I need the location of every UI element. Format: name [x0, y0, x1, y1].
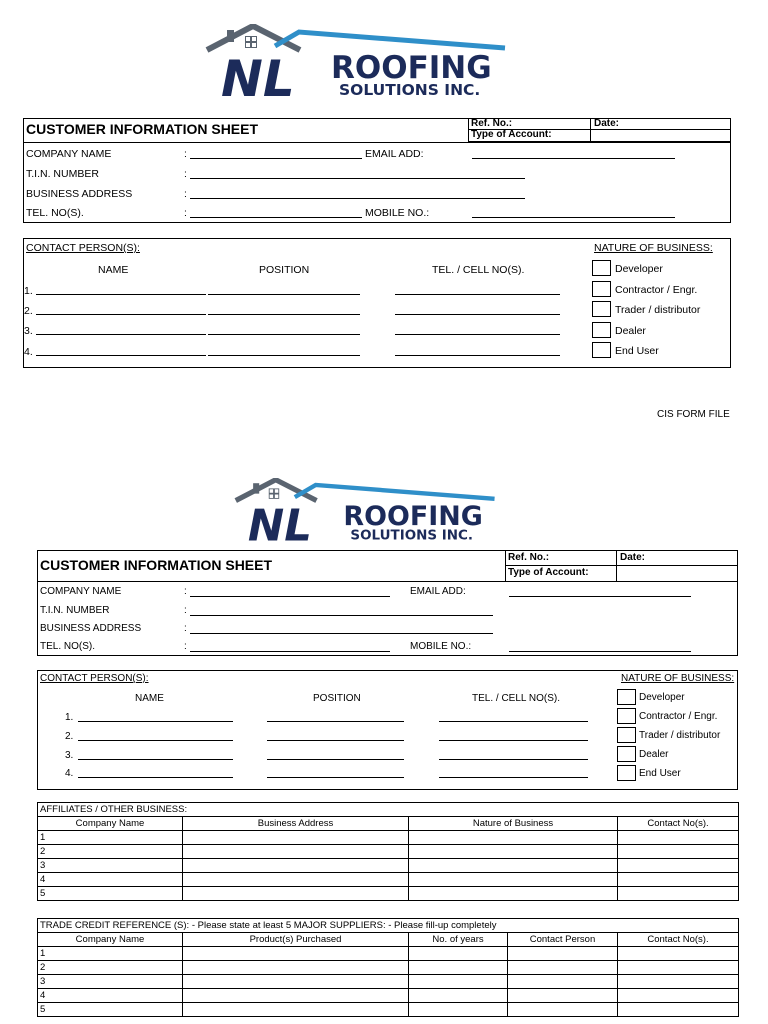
developer-label: Developer — [615, 263, 663, 275]
contact-persons-label: CONTACT PERSON(S): — [26, 242, 140, 254]
trade-header: Company Name — [38, 933, 183, 947]
table-cell[interactable] — [409, 831, 618, 845]
company-logo — [205, 24, 555, 100]
trader-checkbox[interactable] — [592, 301, 611, 317]
contact-position-field[interactable] — [208, 294, 360, 295]
form-title: CUSTOMER INFORMATION SHEET — [26, 121, 259, 137]
affiliates-header: Nature of Business — [409, 817, 618, 831]
affiliates-caption: AFFILIATES / OTHER BUSINESS: — [38, 803, 739, 817]
table-cell[interactable] — [183, 887, 409, 901]
row-index[interactable]: 2 — [38, 961, 183, 975]
trade-header: Contact Person — [508, 933, 618, 947]
colon: : — [184, 188, 187, 200]
end-user-checkbox[interactable] — [592, 342, 611, 358]
table-cell[interactable] — [183, 989, 409, 1003]
affiliates-table — [37, 802, 739, 901]
row-number: 4. — [65, 768, 74, 779]
type-of-account-label: Type of Account: — [508, 567, 589, 578]
contractor-label: Contractor / Engr. — [615, 284, 698, 296]
col-tel: TEL. / CELL NO(S). — [432, 264, 525, 276]
contact-name-field[interactable] — [36, 294, 206, 295]
trade-header: No. of years — [409, 933, 508, 947]
ref-no-label: Ref. No.: — [508, 552, 550, 563]
colon: : — [184, 623, 187, 634]
contact-name-field[interactable] — [78, 759, 233, 760]
logo-nl: NL — [247, 501, 312, 544]
row-index[interactable]: 1 — [38, 947, 183, 961]
row-index[interactable]: 2 — [38, 845, 183, 859]
contact-name-field[interactable] — [78, 777, 233, 778]
row-number: 3. — [65, 750, 74, 761]
row-number: 1. — [24, 285, 33, 297]
table-cell[interactable] — [508, 1003, 618, 1017]
business-address-label: BUSINESS ADDRESS — [40, 623, 142, 634]
table-row — [38, 975, 739, 989]
table-cell[interactable] — [618, 1003, 739, 1017]
table-cell[interactable] — [618, 947, 739, 961]
row-number: 4. — [24, 346, 33, 358]
email-field[interactable] — [509, 596, 691, 597]
contact-tel-field[interactable] — [439, 721, 588, 722]
business-address-label: BUSINESS ADDRESS — [26, 188, 133, 200]
table-cell[interactable] — [409, 859, 618, 873]
contact-persons-label: CONTACT PERSON(S): — [40, 673, 149, 684]
row-number: 1. — [65, 712, 74, 723]
table-cell[interactable] — [618, 961, 739, 975]
contact-position-field[interactable] — [208, 355, 360, 356]
contractor-checkbox[interactable] — [592, 281, 611, 297]
tin-label: T.I.N. NUMBER — [40, 605, 110, 616]
row-number: 2. — [65, 731, 74, 742]
table-cell[interactable] — [508, 961, 618, 975]
dealer-checkbox[interactable] — [617, 746, 636, 762]
form-title: CUSTOMER INFORMATION SHEET — [40, 557, 273, 573]
table-cell[interactable] — [508, 975, 618, 989]
company-name-field[interactable] — [190, 596, 390, 597]
nature-of-business-label: NATURE OF BUSINESS: — [594, 242, 713, 254]
dealer-checkbox[interactable] — [592, 322, 611, 338]
contractor-checkbox[interactable] — [617, 708, 636, 724]
logo-solutions: SOLUTIONS INC. — [350, 528, 474, 544]
table-cell[interactable] — [618, 975, 739, 989]
table-cell[interactable] — [183, 947, 409, 961]
email-label: EMAIL ADD: — [410, 586, 466, 597]
colon: : — [184, 586, 187, 597]
date-label: Date: — [620, 552, 646, 563]
table-cell[interactable] — [183, 1003, 409, 1017]
row-index[interactable]: 5 — [38, 1003, 183, 1017]
table-cell[interactable] — [409, 1003, 508, 1017]
contact-tel-field[interactable] — [439, 777, 588, 778]
contact-name-field[interactable] — [78, 721, 233, 722]
trade-caption: TRADE CREDIT REFERENCE (S): - Please state at least 5 MAJOR SUPPLIERS: - Please fill-up completely — [38, 919, 739, 933]
contact-tel-field[interactable] — [395, 355, 560, 356]
col-tel: TEL. / CELL NO(S). — [472, 693, 560, 704]
logo-nl: NL — [221, 50, 295, 100]
table-cell[interactable] — [409, 887, 618, 901]
developer-checkbox[interactable] — [617, 689, 636, 705]
trader-checkbox[interactable] — [617, 727, 636, 743]
table-row — [38, 1003, 739, 1017]
table-cell[interactable] — [409, 947, 508, 961]
mobile-label: MOBILE NO.: — [365, 207, 430, 219]
mobile-field[interactable] — [509, 651, 691, 652]
end-user-label: End User — [615, 345, 659, 357]
colon: : — [184, 168, 187, 180]
contact-position-field[interactable] — [267, 759, 404, 760]
contact-tel-field[interactable] — [395, 334, 560, 335]
ref-no-label: Ref. No.: — [471, 118, 513, 129]
row-index[interactable]: 3 — [38, 975, 183, 989]
table-row — [38, 947, 739, 961]
contact-tel-field[interactable] — [395, 314, 560, 315]
cis-form-file-label: CIS FORM FILE — [657, 409, 730, 420]
table-cell[interactable] — [508, 989, 618, 1003]
tin-field[interactable] — [190, 178, 525, 179]
contact-tel-field[interactable] — [395, 294, 560, 295]
row-index[interactable]: 3 — [38, 859, 183, 873]
table-cell[interactable] — [183, 975, 409, 989]
tin-field[interactable] — [190, 615, 493, 616]
tel-label: TEL. NO(S). — [26, 207, 84, 219]
row-index[interactable]: 5 — [38, 887, 183, 901]
contact-name-field[interactable] — [36, 314, 206, 315]
table-cell[interactable] — [183, 961, 409, 975]
table-cell[interactable] — [409, 961, 508, 975]
colon: : — [184, 641, 187, 652]
end-user-checkbox[interactable] — [617, 765, 636, 781]
trader-label: Trader / distributor — [639, 730, 721, 741]
trade-credit-table — [37, 918, 739, 1017]
logo-roofing: ROOFING — [331, 50, 492, 86]
table-row — [38, 845, 739, 859]
table-cell[interactable] — [183, 859, 409, 873]
table-row — [38, 887, 739, 901]
ref-grid — [505, 550, 738, 582]
table-row — [38, 961, 739, 975]
col-name: NAME — [135, 693, 164, 704]
mobile-field[interactable] — [472, 217, 675, 218]
table-cell[interactable] — [508, 947, 618, 961]
col-name: NAME — [98, 264, 129, 276]
table-cell[interactable] — [409, 989, 508, 1003]
email-label: EMAIL ADD: — [365, 148, 424, 160]
tel-field[interactable] — [190, 651, 390, 652]
table-cell[interactable] — [183, 831, 409, 845]
table-cell[interactable] — [183, 873, 409, 887]
affiliates-header: Contact No(s). — [618, 817, 739, 831]
tel-label: TEL. NO(S). — [40, 641, 96, 652]
table-row — [38, 859, 739, 873]
contact-position-field[interactable] — [267, 740, 404, 741]
table-row — [38, 989, 739, 1003]
colon: : — [184, 605, 187, 616]
table-cell[interactable] — [183, 845, 409, 859]
email-field[interactable] — [472, 158, 675, 159]
logo-solutions: SOLUTIONS INC. — [339, 81, 481, 99]
row-index[interactable]: 4 — [38, 873, 183, 887]
table-cell[interactable] — [618, 989, 739, 1003]
affiliates-header: Business Address — [183, 817, 409, 831]
contractor-label: Contractor / Engr. — [639, 711, 718, 722]
company-name-field[interactable] — [190, 158, 362, 159]
affiliates-header: Company Name — [38, 817, 183, 831]
developer-checkbox[interactable] — [592, 260, 611, 276]
col-position: POSITION — [313, 693, 361, 704]
contact-position-field[interactable] — [267, 777, 404, 778]
row-number: 2. — [24, 305, 33, 317]
table-cell[interactable] — [618, 887, 739, 901]
table-row — [38, 873, 739, 887]
table-cell[interactable] — [618, 831, 739, 845]
nature-of-business-label: NATURE OF BUSINESS: — [621, 673, 735, 684]
contact-position-field[interactable] — [208, 334, 360, 335]
contact-position-field[interactable] — [208, 314, 360, 315]
contact-tel-field[interactable] — [439, 740, 588, 741]
tin-label: T.I.N. NUMBER — [26, 168, 99, 180]
business-address-field[interactable] — [190, 633, 493, 634]
row-index[interactable]: 4 — [38, 989, 183, 1003]
company-name-label: COMPANY NAME — [40, 586, 122, 597]
table-cell[interactable] — [409, 975, 508, 989]
colon: : — [184, 148, 187, 160]
end-user-label: End User — [639, 768, 681, 779]
table-row — [38, 831, 739, 845]
company-name-label: COMPANY NAME — [26, 148, 112, 160]
contact-position-field[interactable] — [267, 721, 404, 722]
logo-roofing: ROOFING — [343, 500, 483, 532]
row-number: 3. — [24, 325, 33, 337]
trade-header: Product(s) Purchased — [183, 933, 409, 947]
dealer-label: Dealer — [639, 749, 669, 760]
contact-tel-field[interactable] — [439, 759, 588, 760]
table-cell[interactable] — [409, 845, 618, 859]
table-cell[interactable] — [618, 873, 739, 887]
company-logo — [226, 478, 546, 544]
table-cell[interactable] — [618, 859, 739, 873]
business-address-field[interactable] — [190, 198, 525, 199]
colon: : — [184, 207, 187, 219]
trade-header: Contact No(s). — [618, 933, 739, 947]
contact-name-field[interactable] — [36, 355, 206, 356]
tel-field[interactable] — [190, 217, 362, 218]
contact-name-field[interactable] — [78, 740, 233, 741]
trader-label: Trader / distributor — [615, 304, 701, 316]
developer-label: Developer — [639, 692, 685, 703]
dealer-label: Dealer — [615, 325, 646, 337]
table-cell[interactable] — [618, 845, 739, 859]
type-of-account-label: Type of Account: — [471, 129, 552, 140]
contact-name-field[interactable] — [36, 334, 206, 335]
col-position: POSITION — [259, 264, 310, 276]
date-label: Date: — [594, 118, 620, 129]
ref-grid — [468, 118, 731, 142]
row-index[interactable]: 1 — [38, 831, 183, 845]
table-cell[interactable] — [409, 873, 618, 887]
mobile-label: MOBILE NO.: — [410, 641, 472, 652]
